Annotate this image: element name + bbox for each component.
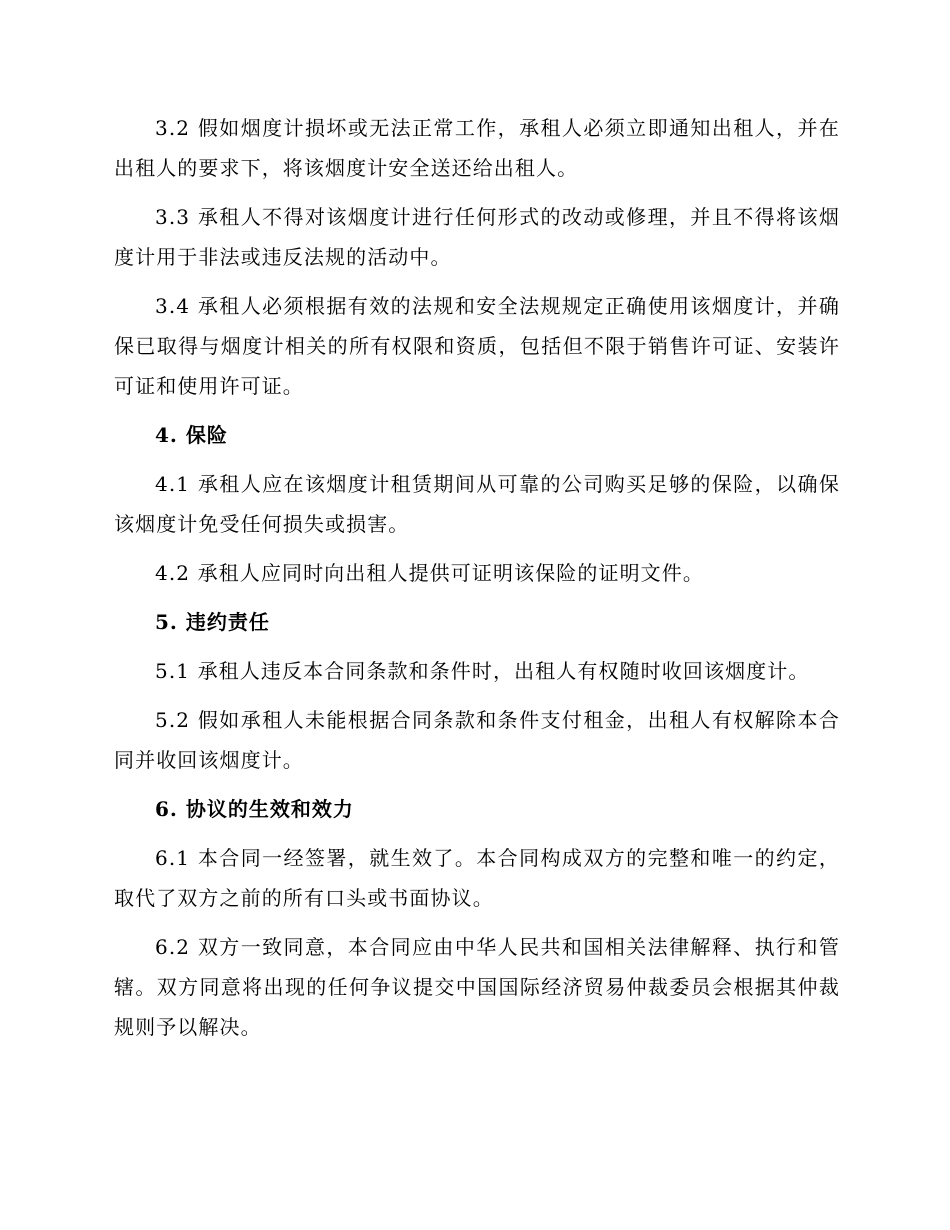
clause-6-1: 6.1 本合同一经签署，就生效了。本合同构成双方的完整和唯一的约定，取代了双方之前的所有口头或书面协议。: [114, 846, 840, 910]
section-heading-liability: 5. 违约责任: [155, 610, 270, 634]
clause-3-2: 3.2 假如烟度计损坏或无法正常工作，承租人必须立即通知出租人，并在出租人的要求下，将该烟度计安全送还给出租人。: [114, 116, 840, 180]
clause-5-1: 5.1 承租人违反本合同条款和条件时，出租人有权随时收回该烟度计。: [155, 659, 810, 683]
clause-6-2: 6.2 双方一致同意，本合同应由中华人民共和国相关法律解释、执行和管辖。双方同意将出现的任何争议提交中国国际经济贸易仲裁委员会根据其仲裁规则予以解决。: [114, 935, 840, 1039]
clause-4-2: 4.2 承租人应同时向出租人提供可证明该保险的证明文件。: [155, 561, 704, 585]
clause-5-2: 5.2 假如承租人未能根据合同条款和条件支付租金，出租人有权解除本合同并收回该烟度计。: [114, 708, 840, 772]
clause-4-1: 4.1 承租人应在该烟度计租赁期间从可靠的公司购买足够的保险，以确保该烟度计免受任何损失或损害。: [114, 472, 840, 536]
clause-3-4: 3.4 承租人必须根据有效的法规和安全法规规定正确使用该烟度计，并确保已取得与烟度计相关的所有权限和资质，包括但不限于销售许可证、安装许可证和使用许可证。: [114, 294, 840, 398]
document-body: [114, 108, 840, 1056]
section-heading-effectiveness: 6. 协议的生效和效力: [155, 797, 354, 821]
clause-3-3: 3.3 承租人不得对该烟度计进行任何形式的改动或修理，并且不得将该烟度计用于非法或违反法规的活动中。: [114, 205, 840, 269]
section-heading-insurance: 4. 保险: [155, 423, 228, 447]
